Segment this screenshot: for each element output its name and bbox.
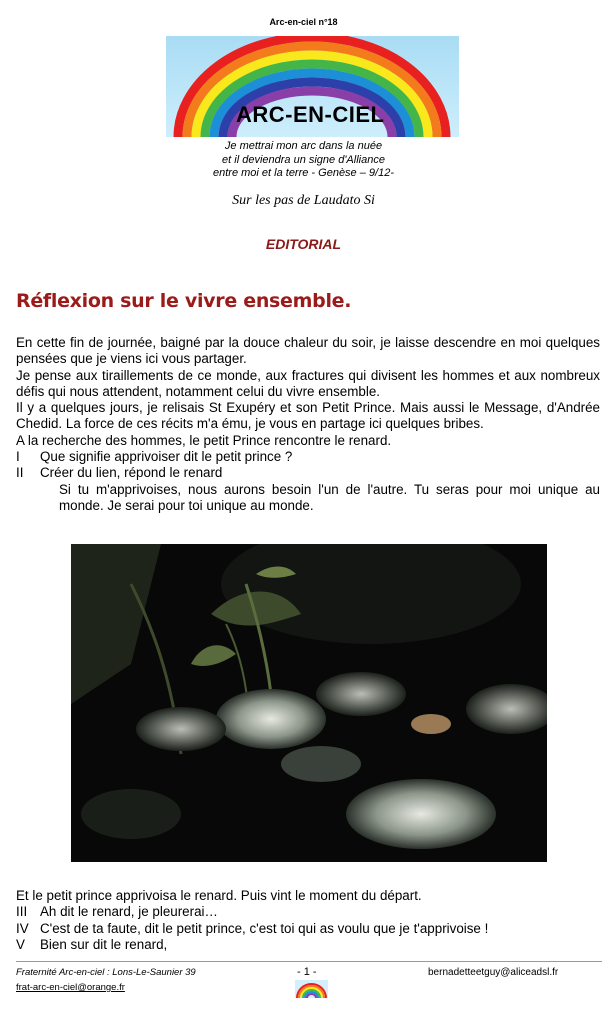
article-body	[16, 335, 600, 514]
dialogue-text: Ah dit le renard, je pleurerai…	[40, 904, 218, 920]
footer-email-link[interactable]: frat-arc-en-ciel@orange.fr	[16, 982, 125, 993]
paragraph: En cette fin de journée, baigné par la douce chaleur du soir, je laisse descendre en moi quelques pensées que je viens ici vous partager.	[16, 335, 600, 367]
dialogue-line	[16, 449, 600, 465]
paragraph: A la recherche des hommes, le petit Prince rencontre le renard.	[16, 432, 392, 448]
verse-line: Je mettrai mon arc dans la nuée	[224, 140, 383, 152]
verse-line: entre moi et la terre - Genèse – 9/12-	[213, 167, 394, 179]
paragraph: Et le petit prince apprivoisa le renard. Puis vint le moment du départ.	[16, 888, 422, 903]
pond-photo	[71, 544, 547, 862]
footer-organization: Fraternité Arc-en-ciel : Lons-Le-Saunier 39	[16, 967, 196, 978]
quote: Si tu m'apprivoises, nous aurons besoin l'un de l'autre. Tu seras pour moi unique au monde. Je serai pour toi unique au monde.	[59, 481, 600, 513]
dialogue-number: V	[16, 936, 25, 952]
verse-line: et il deviendra un signe d'Alliance	[222, 153, 385, 166]
dialogue-text: Que signifie apprivoiser dit le petit prince ?	[40, 449, 293, 465]
footer-divider	[16, 961, 602, 962]
issue-number: Arc-en-ciel n°18	[269, 17, 338, 27]
dialogue-line	[16, 937, 600, 953]
dialogue-number: IV	[16, 920, 29, 936]
page-number: - 1 -	[297, 966, 317, 978]
dialogue-number: I	[16, 449, 20, 465]
article-body-continued	[16, 888, 600, 953]
rainbow-icon	[295, 980, 328, 998]
dialogue-line	[16, 921, 600, 937]
rainbow-banner	[166, 36, 459, 137]
article-title: Réflexion sur le vivre ensemble.	[16, 290, 352, 312]
section-title: EDITORIAL	[265, 236, 342, 252]
dialogue-number: III	[16, 904, 28, 920]
dialogue-line	[16, 465, 600, 481]
verse	[0, 140, 607, 181]
paragraph: Il y a quelques jours, je relisais St Exupéry et son Petit Prince. Mais aussi le Message, d'Andrée Chedid. La force de ces récits m'a ému, je vous en partage ici quelques bribes.	[16, 400, 600, 432]
dialogue-line	[16, 904, 600, 920]
dialogue-number: II	[16, 465, 24, 481]
paragraph: Je pense aux tiraillements de ce monde, aux fractures qui divisent les hommes et aux nombreux défis qui nous attendent, notamment celui du vivre ensemble.	[16, 367, 600, 399]
subtitle: Sur les pas de Laudato Si	[232, 193, 375, 208]
dialogue-text: C'est de ta faute, dit le petit prince, c'est toi qui as voulu que je t'apprivoise !	[40, 920, 489, 936]
banner-title: ARC-EN-CIEL	[236, 102, 385, 127]
dialogue-text: Créer du lien, répond le renard	[40, 465, 223, 481]
footer-contact-email[interactable]: bernadetteetguy@aliceadsl.fr	[428, 967, 559, 978]
dialogue-text: Bien sur dit le renard,	[40, 936, 168, 952]
water-lily-image	[71, 544, 547, 862]
